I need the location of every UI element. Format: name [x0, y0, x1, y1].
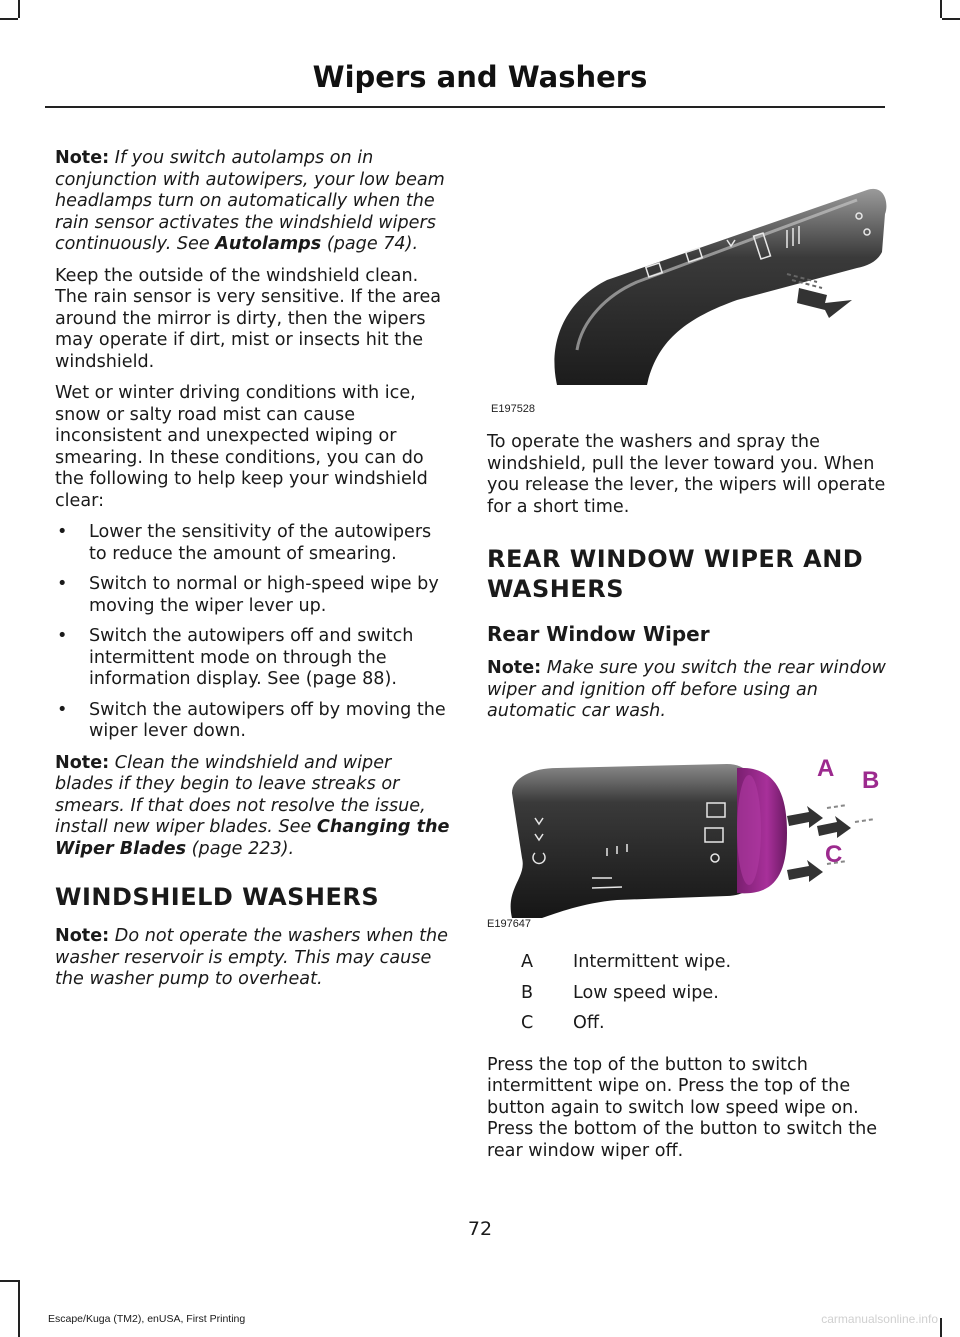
crop-mark	[18, 0, 20, 18]
list-item: • Switch to normal or high-speed wipe by moving the wiper lever up.	[57, 574, 439, 616]
page-number: 72	[467, 1218, 493, 1240]
note-autolamps: Note: If you switch autolamps on in conjunction with autowipers, your low beam headlamps turn on automatically when the rain sensor activates the windshield wipers continuously. See Autolamps (page 74).	[55, 148, 445, 254]
arrow-a-icon	[787, 806, 823, 828]
paragraph-winter-conditions: Wet or winter driving conditions with ice, snow or salty road mist can cause inconsistent and unexpected wiping or smearing. In these conditions, you can do the following to help keep your windshield clear:	[55, 383, 428, 511]
figure-rear-wiper-button	[487, 738, 887, 928]
figure-wiper-lever-pull	[487, 170, 887, 400]
page-title: Wipers and Washers	[312, 60, 648, 94]
link-autolamps[interactable]: Autolamps	[215, 234, 322, 254]
heading-rear-window: REAR WINDOW WIPER AND WASHERS	[487, 545, 864, 603]
edition-footer: Escape/Kuga (TM2), enUSA, First Printing	[48, 1313, 246, 1325]
list-item: • Switch the autowipers off by moving the wiper lever down.	[57, 699, 446, 741]
arrow-b-icon	[817, 816, 851, 838]
note-reservoir: Note: Do not operate the washers when the washer reservoir is empty. This may cause the washer pump to overheat.	[55, 926, 448, 989]
figure-code: E197647	[487, 918, 532, 930]
left-column	[55, 148, 450, 1001]
list-item: • Lower the sensitivity of the autowipers to reduce the amount of smearing.	[57, 522, 432, 564]
crop-mark	[942, 18, 960, 20]
arrow-c-icon	[787, 860, 823, 882]
legend-item: C Off.	[521, 1013, 605, 1033]
callout-c: C	[825, 841, 843, 868]
bullet-list	[55, 522, 450, 743]
legend-item: B Low speed wipe.	[521, 982, 719, 1003]
paragraph-washers-operation: To operate the washers and spray the windshield, pull the lever toward you. When you release the lever, the wipers will operate for a short time.	[487, 432, 886, 517]
callout-a: A	[817, 755, 835, 782]
right-column-top	[487, 432, 887, 733]
figure-code: E197528	[491, 403, 536, 415]
crop-mark	[940, 1318, 942, 1337]
list-item: • Switch the autowipers off and switch intermittent mode on through the information display. See (page 88).	[57, 626, 414, 689]
heading-rear-wiper: Rear Window Wiper	[487, 622, 710, 646]
crop-mark	[18, 1280, 20, 1337]
site-watermark: carmanualsonline.info	[821, 1312, 938, 1326]
lever-body	[511, 764, 757, 918]
crop-mark	[940, 0, 942, 18]
heading-windshield-washers: WINDSHIELD WASHERS	[55, 883, 380, 911]
lever-stalk	[554, 189, 886, 385]
note-car-wash: Note: Make sure you switch the rear window wiper and ignition off before using an automatic car wash.	[487, 658, 886, 721]
paragraph-rear-button: Press the top of the button to switch intermittent wipe on. Press the top of the button again to switch low speed wipe on. Press the bottom of the button to switch the rear window wiper off.	[487, 1054, 878, 1161]
right-column-bottom	[487, 952, 887, 1172]
callout-b: B	[862, 767, 880, 794]
header-divider	[45, 106, 885, 108]
crop-mark	[0, 1280, 18, 1282]
crop-mark	[0, 18, 18, 20]
legend-item: A Intermittent wipe.	[521, 952, 732, 972]
paragraph-rain-sensor: Keep the outside of the windshield clean. The rain sensor is very sensitive. If the area around the mirror is dirty, then the wipers may operate if dirt, mist or insects hit the windshield.	[55, 265, 442, 372]
link-changing-wiper-blades[interactable]: Changing the Wiper Blades	[55, 817, 450, 859]
note-wiper-blades: Note: Clean the windshield and wiper blades if they begin to leave streaks or smears. If that does not resolve the issue, install new wiper blades. See Changing the Wiper Blades (page 223).	[55, 752, 450, 859]
